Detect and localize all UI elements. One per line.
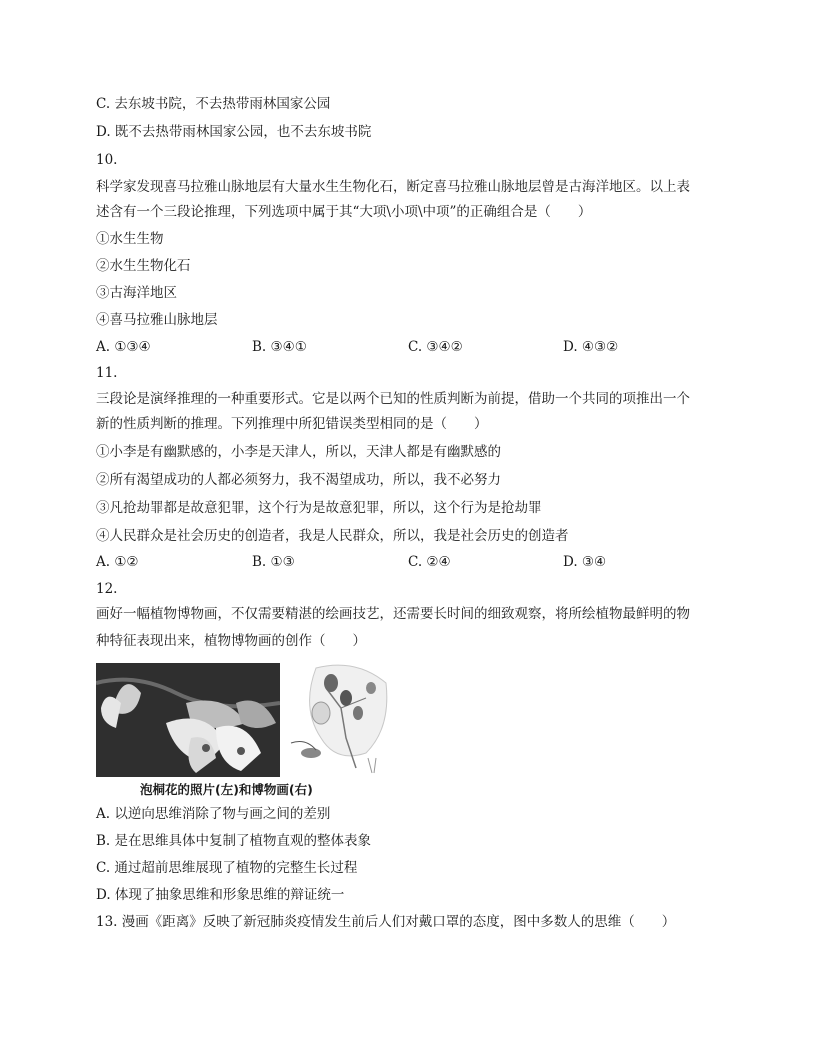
q11-option-b: B. ①③: [252, 554, 295, 570]
q10-stem-line-2: 述含有一个三段论推理，下列选项中属于其“大项\小项\中项”的正确组合是（ ）: [96, 204, 592, 220]
q12-option-d: D. 体现了抽象思维和形象思维的辩证统一: [96, 887, 345, 903]
paulownia-photo: [96, 663, 280, 777]
q11-number: 11.: [96, 365, 118, 381]
q10-option-c: C. ③④②: [408, 339, 463, 355]
q11-option-a: A. ①②: [96, 554, 139, 570]
q10-item-2: ②水生生物化石: [96, 258, 191, 274]
q12-figure: [96, 658, 396, 798]
q10-stem-line-1: 科学家发现喜马拉雅山脉地层有大量水生生物化石，断定喜马拉雅山脉地层曾是古海洋地区。以上表: [96, 179, 690, 195]
q11-option-c: C. ②④: [408, 554, 451, 570]
q12-option-b: B. 是在思维具体中复制了植物直观的整体表象: [96, 833, 372, 849]
q9-option-d: D. 既不去热带雨林国家公园，也不去东坡书院: [96, 124, 372, 140]
q11-item-4: ④人民群众是社会历史的创造者，我是人民群众，所以，我是社会历史的创造者: [96, 528, 569, 544]
q12-option-c: C. 通过超前思维展现了植物的完整生长过程: [96, 860, 358, 876]
q11-stem-line-2: 新的性质判断的推理。下列推理中所犯错误类型相同的是（ ）: [96, 416, 488, 432]
q11-options: [96, 553, 716, 571]
q11-item-3: ③凡抢劫罪都是故意犯罪，这个行为是故意犯罪，所以，这个行为是抢劫罪: [96, 500, 542, 516]
q10-item-1: ①水生生物: [96, 231, 164, 247]
q12-stem-line-2: 种特征表现出来，植物博物画的创作（ ）: [96, 633, 366, 649]
q10-option-d: D. ④③②: [563, 339, 619, 355]
q13-stem: 13. 漫画《距离》反映了新冠肺炎疫情发生前后人们对戴口罩的态度，图中多数人的思维（ ）: [96, 914, 676, 930]
q11-option-d: D. ③④: [563, 554, 607, 570]
q11-item-1: ①小李是有幽默感的，小李是天津人，所以，天津人都是有幽默感的: [96, 444, 501, 460]
q10-option-a: A. ①③④: [96, 339, 151, 355]
q10-number: 10.: [96, 152, 118, 168]
figure-caption: 泡桐花的照片(左)和博物画(右): [140, 782, 313, 797]
q10-item-4: ④喜马拉雅山脉地层: [96, 312, 218, 328]
paulownia-botanical-drawing: [286, 658, 394, 778]
q11-stem-line-1: 三段论是演绎推理的一种重要形式。它是以两个已知的性质判断为前提，借助一个共同的项推出一个: [96, 391, 690, 407]
q11-item-2: ②所有渴望成功的人都必须努力，我不渴望成功，所以，我不必努力: [96, 472, 501, 488]
q12-number: 12.: [96, 581, 118, 597]
q9-option-c: C. 去东坡书院，不去热带雨林国家公园: [96, 96, 331, 112]
q12-option-a: A. 以逆向思维消除了物与画之间的差别: [96, 806, 331, 822]
q10-options: [96, 338, 716, 356]
q10-item-3: ③古海洋地区: [96, 285, 177, 301]
q12-stem-line-1: 画好一幅植物博物画，不仅需要精湛的绘画技艺，还需要长时间的细致观察，将所绘植物最鲜明的物: [96, 606, 690, 622]
q10-option-b: B. ③④①: [252, 339, 307, 355]
